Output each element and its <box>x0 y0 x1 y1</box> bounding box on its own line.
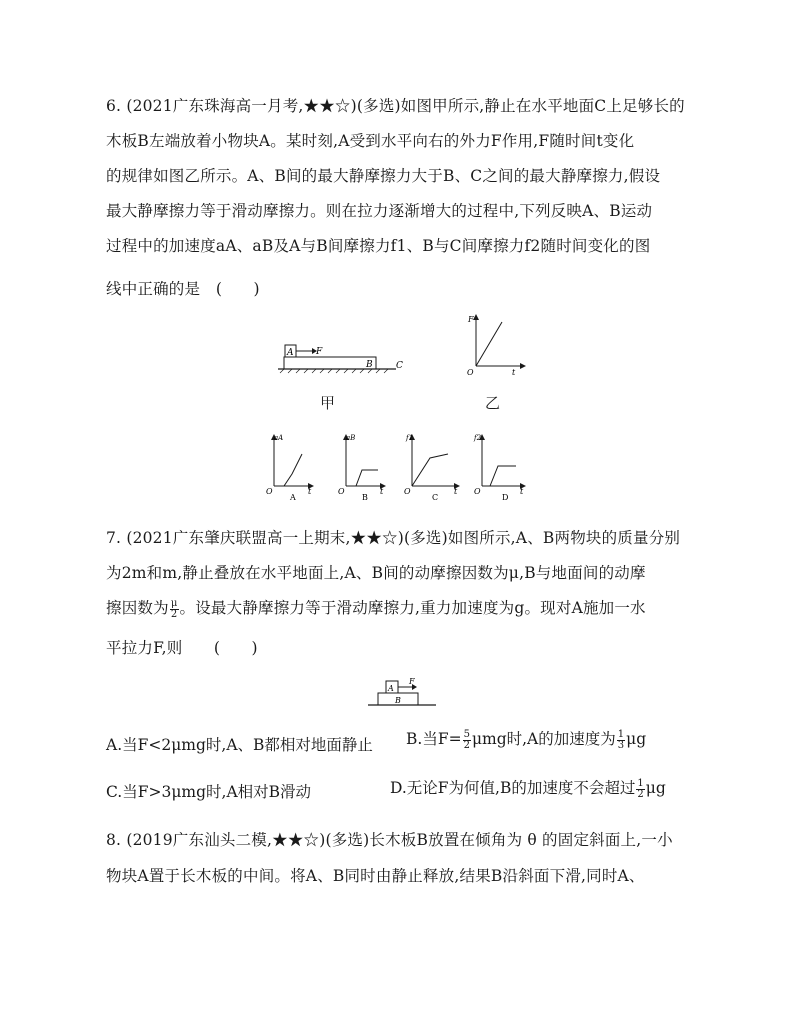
graph-a-xlabel: t <box>308 487 312 496</box>
mu-half-fraction: $\frac{\mu}{2}$ <box>170 597 178 620</box>
q7-label-b: B <box>395 696 401 705</box>
figure-jia <box>272 335 412 385</box>
q6-line-6: 线中正确的是 ( ) <box>106 280 260 298</box>
graph-a-ylabel: aA <box>274 434 284 442</box>
graph-b-xlabel: t <box>380 487 384 496</box>
graph-a-caption: A <box>290 493 296 502</box>
q7-option-c: C.当F>3μmg时,A相对B滑动 <box>106 783 312 801</box>
q7-line-3: 擦因数为 $\frac{\mu}{2}$ 。设最大静摩擦力等于滑动摩擦力,重力加速度为g。现对A施加一水 <box>106 597 646 620</box>
graph-d-caption: D <box>502 493 509 502</box>
yi-axis-x: t <box>512 368 516 377</box>
graph-d-ylabel: f2 <box>474 434 482 442</box>
q7-label-f: F <box>409 677 415 686</box>
yi-axis-y: F <box>468 315 474 324</box>
q7-line-2: 为2m和m,静止叠放在水平地面上,A、B间的动摩擦因数为μ,B与地面间的动摩 <box>106 564 646 582</box>
graph-b-ylabel: aB <box>346 434 356 442</box>
q7-line-4: 平拉力F,则 ( ) <box>106 639 258 657</box>
q7-option-d: D.无论F为何值,B的加速度不会超过 $\frac{1}{2}$ μg <box>390 777 666 800</box>
q6-line-1: 6. (2021广东珠海高一月考,★★☆)(多选)如图甲所示,静止在水平地面C上足够长的 <box>106 97 685 115</box>
caption-yi: 乙 <box>485 394 501 412</box>
graph-c-ylabel: f1 <box>406 434 414 442</box>
q7-option-b: B.当F= $\frac{5}{2}$ μmg时,A的加速度为 $\frac{1}{3}$ μg <box>406 728 647 751</box>
jia-label-a: A <box>287 348 294 358</box>
graph-d-xlabel: t <box>520 487 524 496</box>
graph-c <box>400 430 470 502</box>
caption-jia: 甲 <box>320 394 336 412</box>
graph-c-xlabel: t <box>454 487 458 496</box>
graph-c-caption: C <box>432 493 439 502</box>
jia-label-f: F <box>316 347 323 357</box>
graph-b-caption: B <box>362 493 368 502</box>
figure-yi <box>462 312 532 378</box>
q7-option-a: A.当F<2μmg时,A、B都相对地面静止 <box>106 736 373 754</box>
q6-line-5: 过程中的加速度aA、aB及A与B间摩擦力f1、B与C间摩擦力f2随时间变化的图 <box>106 237 651 255</box>
jia-label-c: C <box>396 361 403 371</box>
q8-line-2: 物块A置于长木板的中间。将A、B同时由静止释放,结果B沿斜面下滑,同时A、 <box>106 867 645 885</box>
q6-line-4: 最大静摩擦力等于滑动摩擦力。则在拉力逐渐增大的过程中,下列反映A、B运动 <box>106 202 653 220</box>
graph-d-origin: O <box>474 487 481 496</box>
yi-origin: O <box>467 368 474 377</box>
graph-b <box>334 430 394 502</box>
q7-label-a: A <box>388 684 394 693</box>
figure-q7 <box>366 674 442 710</box>
q6-line-3: 的规律如图乙所示。A、B间的最大静摩擦力大于B、C之间的最大静摩擦力,假设 <box>106 167 661 185</box>
q8-line-1: 8. (2019广东汕头二模,★★☆)(多选)长木板B放置在倾角为 θ 的固定斜面上,一小 <box>106 831 673 849</box>
q6-line-2: 木板B左端放着小物块A。某时刻,A受到水平向右的外力F作用,F随时间t变化 <box>106 132 635 150</box>
jia-label-b: B <box>366 360 373 370</box>
q7-line-1: 7. (2021广东肇庆联盟高一上期末,★★☆)(多选)如图所示,A、B两物块的质量分别 <box>106 529 681 547</box>
graph-d <box>470 430 536 502</box>
graph-a <box>262 430 322 502</box>
graph-c-origin: O <box>404 487 411 496</box>
graph-b-origin: O <box>338 487 345 496</box>
graph-a-origin: O <box>266 487 273 496</box>
